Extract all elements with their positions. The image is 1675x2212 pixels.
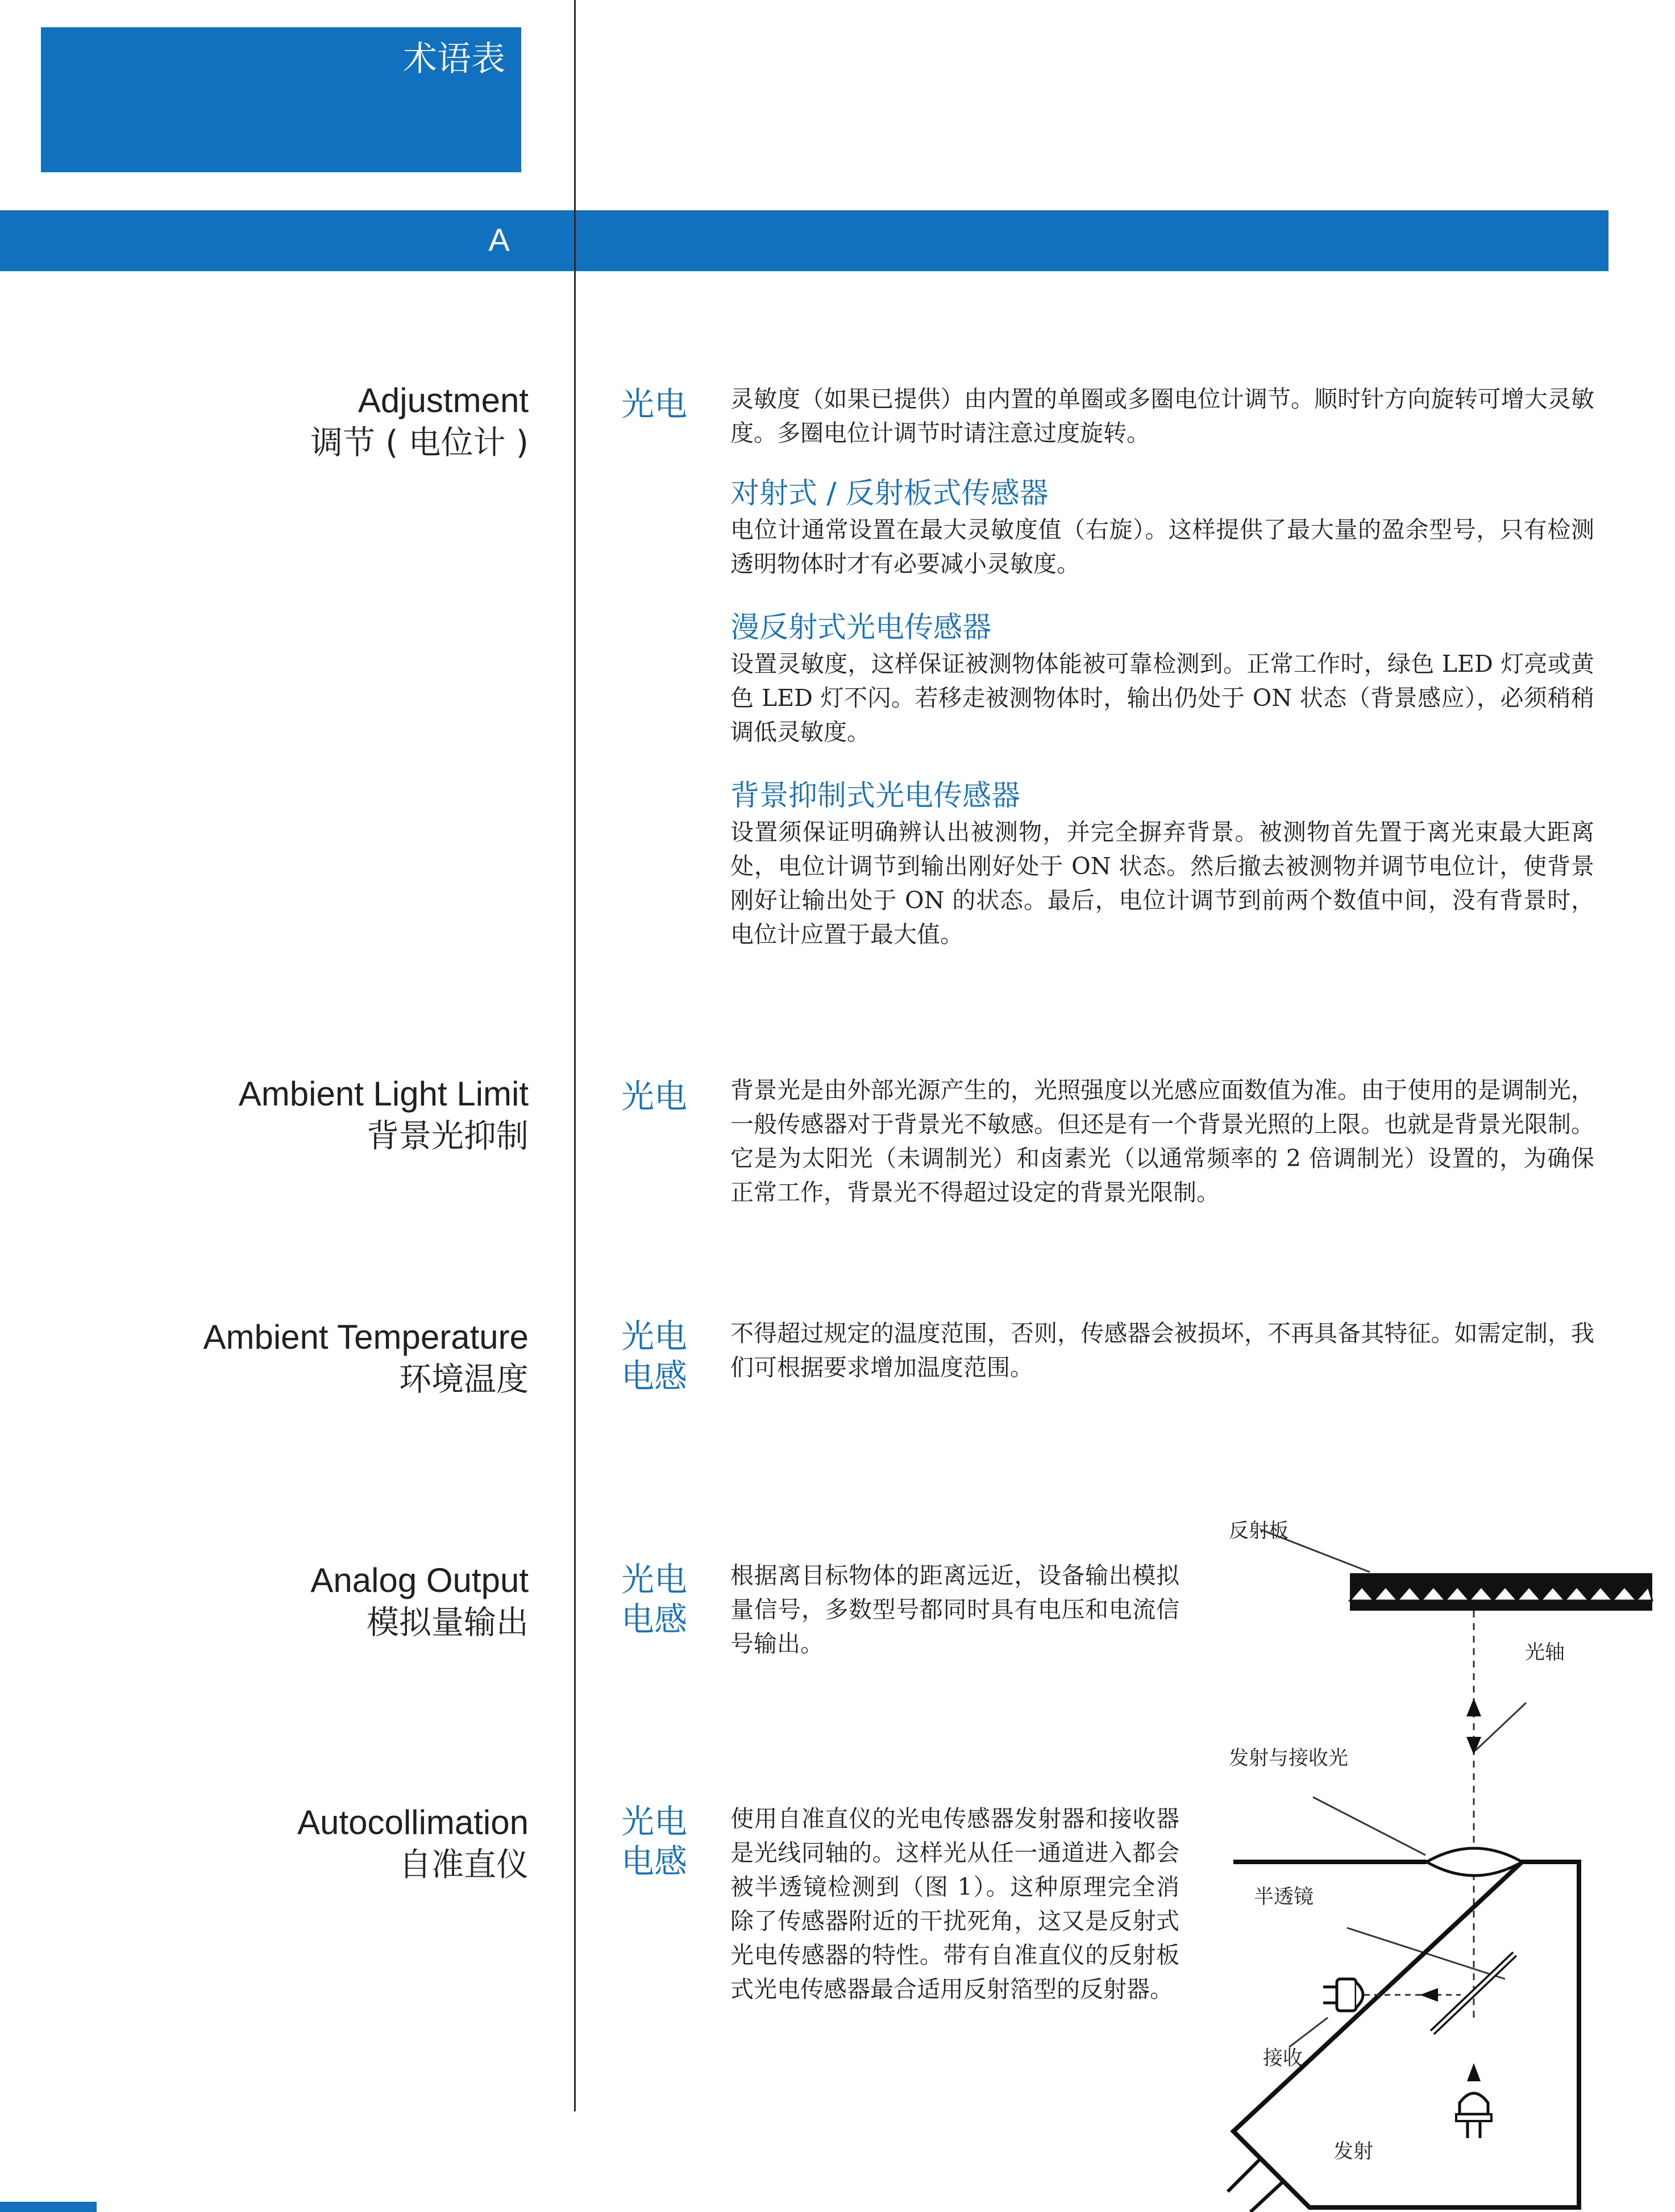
term-autocollimation — [17, 1802, 529, 1886]
category-photoelectric: 光电 — [621, 385, 688, 423]
subsection-text: 电位计通常设置在最大灵敏度值（右旋）。这样提供了最大量的盈余型号，只有检测透明物体时才有必要减小灵敏度。 — [730, 516, 1594, 577]
arrow-down-icon — [1466, 1737, 1481, 1755]
mount-leg — [1250, 2181, 1283, 2212]
entry-body-ambient-temperature — [730, 1316, 1594, 1384]
page-corner-mark — [0, 2202, 97, 2212]
term-adjustment — [17, 380, 529, 464]
category-label — [621, 384, 701, 424]
entry-body-analog-output — [730, 1558, 1179, 1661]
category-photoelectric: 光电 — [621, 1317, 688, 1356]
reflector-shape — [1350, 1573, 1652, 1611]
lens-icon — [1427, 1848, 1522, 1876]
term-name-zh: 背景光抑制 — [367, 1117, 529, 1155]
entry-text: 根据离目标物体的距离远近，设备输出模拟量信号，多数型号都同时具有电压和电流信号输出。 — [730, 1562, 1179, 1657]
glossary-title-box — [41, 27, 521, 172]
entry-body-autocollimation — [730, 1802, 1179, 2006]
term-name-en: Ambient Temperature — [203, 1318, 529, 1356]
receiver-icon — [1323, 1979, 1363, 2011]
term-name-en: Autocollimation — [297, 1803, 529, 1841]
arrow-up-icon — [1466, 1698, 1481, 1716]
category-inductive: 电感 — [621, 1357, 688, 1395]
term-name-en: Adjustment — [358, 381, 529, 419]
term-name-zh: 调节 ( 电位计 ) — [310, 424, 529, 461]
subsection-heading: 背景抑制式光电传感器 — [730, 779, 1021, 813]
term-ambient-light-limit — [17, 1073, 529, 1157]
subsection-text: 设置须保证明确辨认出被测物，并完全摒弃背景。被测物首先置于离光束最大距离处，电位计调节到输出刚好处于 ON 状态。然后撤去被测物并调节电位计，使背景刚好让输出处于 ON 的状态。最后，电位计调节到前两个数值中间，没有背景时，电位计应置于最大值。 — [730, 818, 1594, 948]
emitter-icon — [1456, 2093, 1491, 2138]
label-optical-axis: 光轴 — [1525, 1641, 1565, 1664]
label-emit-receive-light: 发射与接收光 — [1229, 1747, 1349, 1770]
label-emitter: 发射 — [1333, 2140, 1374, 2163]
entry-body-ambient-light-limit — [730, 1073, 1594, 1209]
receiver-leader — [1289, 2018, 1328, 2047]
entry-text: 使用自准直仪的光电传感器发射器和接收器是光线同轴的。这样光从任一通道进入都会被半透镜检测到（图 1）。这种原理完全消除了传感器附近的干扰死角，这又是反射式光电传感器的特性。带有自准直仪的反射板式光电传感器最合适用反射箔型的反射器。 — [730, 1805, 1179, 2003]
autocollimation-diagram — [1194, 1500, 1660, 2212]
term-analog-output — [17, 1560, 529, 1644]
term-name-zh: 环境温度 — [399, 1361, 529, 1398]
entry-text: 灵敏度（如果已提供）由内置的单圈或多圈电位计调节。顺时针方向旋转可增大灵敏度。多圈电位计调节时请注意过度旋转。 — [730, 385, 1594, 447]
arrow-left-icon — [1420, 1988, 1438, 2002]
category-label — [621, 1076, 701, 1116]
category-photoelectric: 光电 — [621, 1560, 688, 1599]
category-photoelectric: 光电 — [621, 1802, 688, 1841]
subsection-heading: 对射式 / 反射板式传感器 — [730, 477, 1049, 510]
mount-leg — [1228, 2159, 1261, 2192]
category-inductive: 电感 — [621, 1600, 688, 1639]
term-name-en: Analog Output — [310, 1561, 529, 1599]
light-leader — [1313, 1797, 1425, 1855]
label-reflector: 反射板 — [1229, 1520, 1289, 1542]
entry-body-adjustment — [730, 382, 1594, 951]
category-inductive: 电感 — [621, 1842, 688, 1881]
label-half-mirror: 半透镜 — [1254, 1886, 1314, 1909]
column-divider — [574, 0, 576, 2111]
term-name-en: Ambient Light Limit — [238, 1075, 529, 1113]
category-label — [621, 1316, 701, 1396]
page-title: 术语表 — [403, 39, 505, 79]
term-name-zh: 自准直仪 — [399, 1846, 529, 1883]
arrow-up-icon — [1467, 2063, 1481, 2081]
sensor-housing — [1233, 1862, 1579, 2207]
axis-leader — [1476, 1703, 1526, 1751]
term-ambient-temperature — [17, 1316, 529, 1400]
term-name-zh: 模拟量输出 — [367, 1604, 529, 1641]
section-bar — [0, 210, 1609, 271]
category-photoelectric: 光电 — [621, 1077, 688, 1116]
label-receiver: 接收 — [1263, 2047, 1303, 2070]
entry-text: 不得超过规定的温度范围，否则，传感器会被损坏，不再具备其特征。如需定制，我们可根据要求增加温度范围。 — [730, 1320, 1594, 1381]
category-label — [621, 1802, 701, 1881]
subsection-heading: 漫反射式光电传感器 — [730, 611, 992, 645]
subsection-text: 设置灵敏度，这样保证被测物体能被可靠检测到。正常工作时，绿色 LED 灯亮或黄色 LED 灯不闪。若移走被测物体时，输出仍处于 ON 状态（背景感应），必须稍稍调低灵敏度。 — [730, 650, 1594, 746]
entry-text: 背景光是由外部光源产生的，光照强度以光感应面数值为准。由于使用的是调制光，一般传感器对于背景光不敏感。但还是有一个背景光照的上限。也就是背景光限制。它是为太阳光（未调制光）和卤素光（以通常频率的 2 倍调制光）设置的，为确保正常工作，背景光不得超过设定的背景光限制。 — [730, 1076, 1594, 1206]
category-label — [621, 1560, 701, 1639]
section-letter: A — [488, 222, 510, 257]
